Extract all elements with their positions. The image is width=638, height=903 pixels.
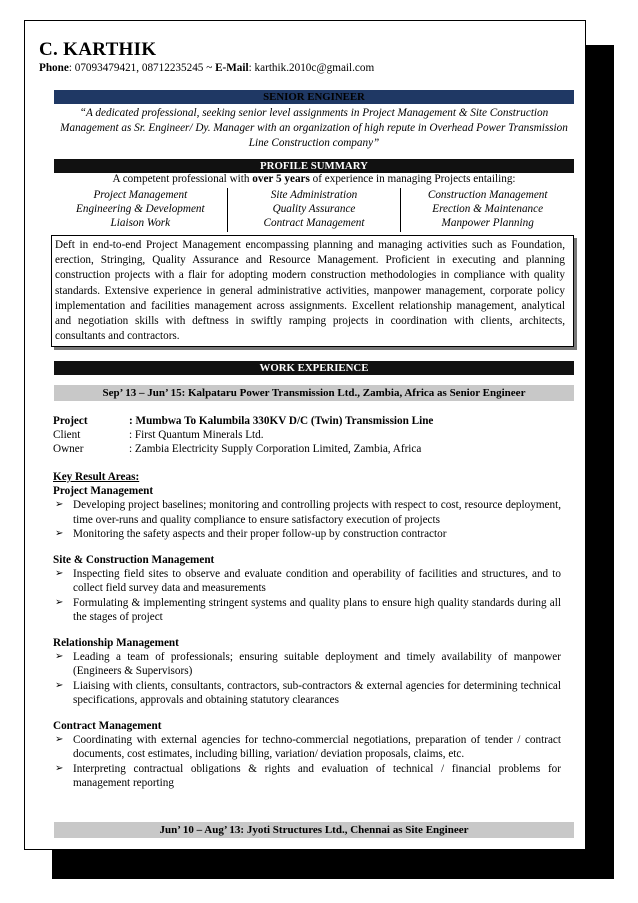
job-2-heading: Jun’ 10 – Aug’ 13: Jyoti Structures Ltd., Chennai as Site Engineer — [54, 822, 574, 838]
owner-label: Owner — [53, 443, 84, 455]
project-row — [53, 415, 433, 427]
competency-item: Project Management — [93, 189, 188, 201]
competency-item: Site Administration — [270, 189, 358, 201]
competency-item: Erection & Maintenance — [432, 203, 544, 216]
competency-column-2 — [227, 188, 402, 232]
kra-heading: Contract Management — [53, 720, 162, 733]
owner-row — [53, 443, 421, 455]
kra-item — [53, 733, 561, 761]
kra-section-relationship — [53, 636, 561, 707]
profile-summary-box: Deft in end-to-end Project Management encompassing planning and managing activities such as Foundation, erection, Stringing, Quality Assurance and Resource Management. Proficient in executing and planning construction projects with a flair for adopting modern construction methodologies in compliance with quality standards. Extensive experience in general administrative activities, manpower management, corporate policy implementation and facilities management across assignments. Excellent relationship management, analytical and negotiation skills with deftness in swiftly ramping projects in coordination with clients, architects, consultants and contractors. — [51, 235, 574, 347]
arrow-bullet-icon: ➢ — [55, 568, 64, 580]
competency-item: Manpower Planning — [441, 217, 534, 230]
profile-summary-heading: PROFILE SUMMARY — [54, 159, 574, 173]
phone-numbers: : 07093479421, 08712235245 ~ — [68, 62, 216, 74]
arrow-bullet-icon: ➢ — [55, 527, 64, 539]
kra-section-project-management — [53, 484, 561, 541]
competency-item: Engineering & Development — [76, 203, 205, 216]
project-label: Project — [53, 415, 88, 427]
candidate-name: C. KARTHIK — [39, 39, 157, 60]
client-row — [53, 429, 264, 441]
kra-heading: Site & Construction Management — [53, 554, 215, 567]
kra-section-contract — [53, 719, 561, 790]
competency-column-1 — [54, 188, 227, 232]
kra-title: Key Result Areas: — [53, 471, 140, 483]
kra-item-text: Liaising with clients, consultants, contractors, sub-contractors & external agencies for determining technical specifications, approvals and obtaining statutory clearances — [73, 679, 561, 706]
page-shadow-bottom — [52, 850, 614, 879]
profile-intro — [54, 173, 574, 185]
kra-item — [53, 527, 561, 541]
kra-item — [53, 679, 561, 707]
kra-item-text: Coordinating with external agencies for techno-commercial negotiations, preparation of tender / contract documents, cost estimates, including billing, variation/ deviation proposals, claims, etc. — [73, 734, 561, 761]
kra-item — [53, 762, 561, 790]
page-shadow-right — [586, 45, 614, 879]
profile-intro-text-end: of experience in managing Projects entailing: — [309, 173, 516, 185]
profile-intro-text: A competent professional with — [112, 173, 253, 185]
arrow-bullet-icon: ➢ — [55, 596, 64, 608]
kra-item — [53, 596, 561, 624]
competency-item: Liaison Work — [110, 217, 171, 230]
email-address[interactable]: : karthik.2010c@gmail.com — [248, 62, 375, 74]
contact-line — [39, 62, 374, 74]
competency-item: Contract Management — [263, 217, 365, 230]
project-value: : Mumbwa To Kalumbila 330KV D/C (Twin) Transmission Line — [129, 415, 434, 427]
competency-grid — [54, 188, 574, 232]
job-1-heading: Sep’ 13 – Jun’ 15: Kalpataru Power Transmission Ltd., Zambia, Africa as Senior Engineer — [54, 385, 574, 401]
kra-item-text: Leading a team of professionals; ensuring suitable deployment and timely availability of manpower (Engineers & Supervisors) — [73, 651, 561, 678]
objective-quote: “A dedicated professional, seeking senior level assignments in Project Management & Site Construction Management as Sr. Engineer/ Dy. Manager with an organization of high repute in Overhead Power Transmission Line Construction company” — [60, 107, 568, 149]
objective-heading: SENIOR ENGINEER — [54, 90, 574, 104]
kra-heading: Relationship Management — [53, 637, 179, 650]
arrow-bullet-icon: ➢ — [55, 762, 64, 774]
kra-block — [53, 470, 561, 790]
kra-item-text: Monitoring the safety aspects and their proper follow-up by construction contractor — [73, 527, 447, 540]
kra-item-text: Inspecting field sites to observe and evaluate condition and operability of facilities and structures, and to collect field survey data and measurements — [73, 568, 561, 595]
client-value: : First Quantum Minerals Ltd. — [129, 429, 264, 441]
competency-item: Construction Management — [427, 189, 548, 201]
kra-item-text: Interpreting contractual obligations & rights and evaluation of technical / financial problems for management reporting — [73, 762, 561, 789]
kra-item — [53, 498, 561, 526]
client-label: Client — [53, 429, 81, 441]
competency-column-3 — [401, 188, 574, 232]
arrow-bullet-icon: ➢ — [55, 734, 64, 746]
email-label: E-Mail — [215, 62, 249, 74]
kra-section-site-construction — [53, 553, 561, 624]
arrow-bullet-icon: ➢ — [55, 679, 64, 691]
kra-item — [53, 567, 561, 595]
resume-page — [24, 20, 586, 850]
competency-item: Quality Assurance — [272, 203, 356, 216]
profile-intro-years: over 5 years — [252, 173, 310, 185]
kra-item — [53, 650, 561, 678]
work-experience-heading: WORK EXPERIENCE — [54, 361, 574, 375]
owner-value: : Zambia Electricity Supply Corporation Limited, Zambia, Africa — [129, 443, 422, 455]
arrow-bullet-icon: ➢ — [55, 499, 64, 511]
phone-label: Phone — [39, 62, 69, 74]
kra-item-text: Formulating & implementing stringent systems and quality plans to ensure high quality standards during all the stages of project — [73, 596, 561, 623]
arrow-bullet-icon: ➢ — [55, 651, 64, 663]
kra-item-text: Developing project baselines; monitoring and controlling projects with respect to cost, resource deployment, time over-runs and quality compliance to ensure satisfactory execution of projects — [73, 499, 561, 526]
kra-heading: Project Management — [53, 485, 154, 498]
